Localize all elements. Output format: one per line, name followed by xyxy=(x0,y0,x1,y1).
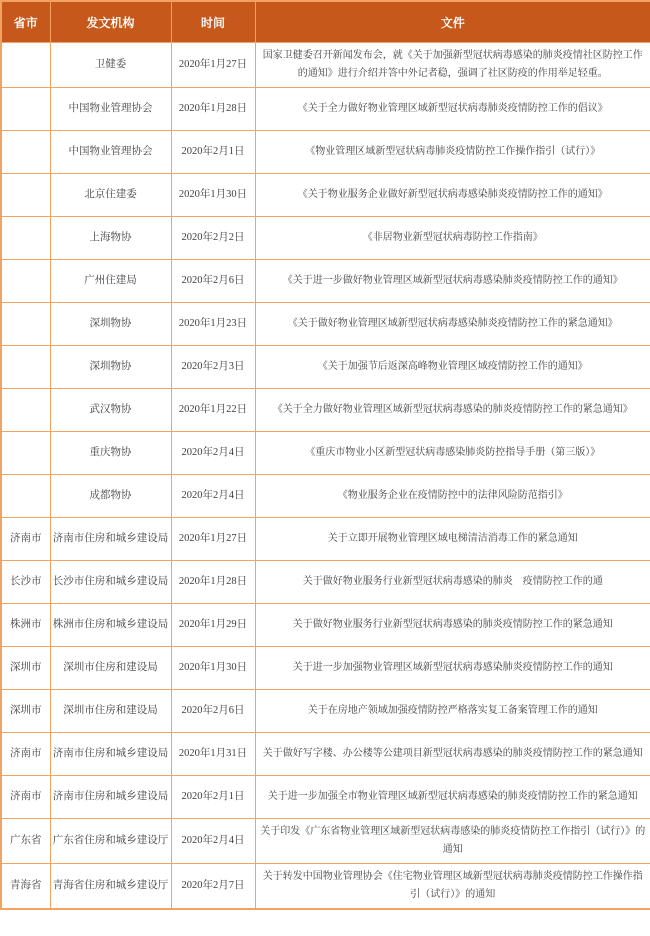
cell-document: 《关于加强节后返深高峰物业管理区域疫情防控工作的通知》 xyxy=(255,346,650,389)
cell-agency: 深圳物协 xyxy=(50,303,171,346)
header-document: 文件 xyxy=(255,1,650,43)
cell-date: 2020年2月3日 xyxy=(171,346,255,389)
cell-document: 《关于全力做好物业管理区域新型冠状病毒肺炎疫情防控工作的倡议》 xyxy=(255,88,650,131)
cell-document: 《关于做好物业管理区域新型冠状病毒感染肺炎疫情防控工作的紧急通知》 xyxy=(255,303,650,346)
table-row xyxy=(1,131,650,174)
cell-date: 2020年1月29日 xyxy=(171,604,255,647)
table-row xyxy=(1,647,650,690)
table-row xyxy=(1,561,650,604)
cell-province xyxy=(1,260,50,303)
table-row xyxy=(1,690,650,733)
cell-province: 青海省 xyxy=(1,864,50,910)
cell-document: 《关于进一步做好物业管理区域新型冠状病毒感染肺炎疫情防控工作的通知》 xyxy=(255,260,650,303)
cell-date: 2020年1月22日 xyxy=(171,389,255,432)
cell-document: 关于在房地产领域加强疫情防控严格落实复工备案管理工作的通知 xyxy=(255,690,650,733)
cell-document: 《重庆市物业小区新型冠状病毒感染肺炎防控指导手册（第三版）》 xyxy=(255,432,650,475)
header-agency: 发文机构 xyxy=(50,1,171,43)
table-header-row xyxy=(1,1,650,43)
cell-agency: 成都物协 xyxy=(50,475,171,518)
cell-date: 2020年2月4日 xyxy=(171,475,255,518)
cell-date: 2020年1月23日 xyxy=(171,303,255,346)
cell-document: 关于立即开展物业管理区域电梯清洁消毒工作的紧急通知 xyxy=(255,518,650,561)
table-row xyxy=(1,475,650,518)
cell-date: 2020年2月2日 xyxy=(171,217,255,260)
table-row xyxy=(1,174,650,217)
cell-date: 2020年2月1日 xyxy=(171,776,255,819)
cell-date: 2020年2月4日 xyxy=(171,432,255,475)
cell-agency: 济南市住房和城乡建设局 xyxy=(50,776,171,819)
cell-date: 2020年1月31日 xyxy=(171,733,255,776)
header-date: 时间 xyxy=(171,1,255,43)
cell-agency: 中国物业管理协会 xyxy=(50,88,171,131)
cell-province xyxy=(1,303,50,346)
cell-document: 关于转发中国物业管理协会《住宅物业管理区域新型冠状病毒肺炎疫情防控工作操作指引（试行）》的通知 xyxy=(255,864,650,910)
table-row xyxy=(1,43,650,88)
cell-province: 株洲市 xyxy=(1,604,50,647)
cell-date: 2020年2月7日 xyxy=(171,864,255,910)
table-row xyxy=(1,217,650,260)
cell-agency: 青海省住房和城乡建设厅 xyxy=(50,864,171,910)
cell-document: 国家卫健委召开新闻发布会，就《关于加强新型冠状病毒感染的肺炎疫情社区防控工作的通知》进行介绍并答中外记者稳，强调了社区防疫的作用举足轻重。 xyxy=(255,43,650,88)
cell-agency: 卫健委 xyxy=(50,43,171,88)
cell-province: 广东省 xyxy=(1,819,50,864)
cell-province xyxy=(1,174,50,217)
cell-agency: 广东省住房和城乡建设厅 xyxy=(50,819,171,864)
cell-document: 关于进一步加强全市物业管理区域新型冠状病毒感染的肺炎疫情防控工作的紧急通知 xyxy=(255,776,650,819)
cell-document: 《物业服务企业在疫情防控中的法律风险防范指引》 xyxy=(255,475,650,518)
table-row xyxy=(1,864,650,910)
cell-province: 深圳市 xyxy=(1,690,50,733)
cell-date: 2020年1月30日 xyxy=(171,174,255,217)
cell-date: 2020年2月6日 xyxy=(171,690,255,733)
cell-province xyxy=(1,475,50,518)
cell-province: 长沙市 xyxy=(1,561,50,604)
table-body xyxy=(1,43,650,910)
cell-agency: 重庆物协 xyxy=(50,432,171,475)
cell-document: 《关于物业服务企业做好新型冠状病毒感染肺炎疫情防控工作的通知》 xyxy=(255,174,650,217)
table-row xyxy=(1,88,650,131)
cell-document: 关于做好物业服务行业新型冠状病毒感染的肺炎 疫情防控工作的通 xyxy=(255,561,650,604)
cell-agency: 济南市住房和城乡建设局 xyxy=(50,733,171,776)
table-row xyxy=(1,819,650,864)
cell-province: 济南市 xyxy=(1,776,50,819)
table-row xyxy=(1,604,650,647)
cell-agency: 株洲市住房和城乡建设局 xyxy=(50,604,171,647)
cell-agency: 深圳市住房和建设局 xyxy=(50,647,171,690)
cell-province xyxy=(1,432,50,475)
cell-document: 《关于全力做好物业管理区域新型冠状病毒感染的肺炎疫情防控工作的紧急通知》 xyxy=(255,389,650,432)
table-row xyxy=(1,776,650,819)
cell-date: 2020年1月28日 xyxy=(171,561,255,604)
cell-province xyxy=(1,346,50,389)
cell-date: 2020年1月28日 xyxy=(171,88,255,131)
cell-province xyxy=(1,389,50,432)
cell-agency: 广州住建局 xyxy=(50,260,171,303)
cell-document: 关于做好写字楼、办公楼等公建项目新型冠状病毒感染的肺炎疫情防控工作的紧急通知 xyxy=(255,733,650,776)
cell-agency: 济南市住房和城乡建设局 xyxy=(50,518,171,561)
cell-document: 《非居物业新型冠状病毒防控工作指南》 xyxy=(255,217,650,260)
table-row xyxy=(1,733,650,776)
table-row xyxy=(1,432,650,475)
cell-province xyxy=(1,131,50,174)
table-row xyxy=(1,303,650,346)
table-row xyxy=(1,518,650,561)
cell-date: 2020年2月4日 xyxy=(171,819,255,864)
cell-agency: 上海物协 xyxy=(50,217,171,260)
cell-document: 关于做好物业服务行业新型冠状病毒感染的肺炎疫情防控工作的紧急通知 xyxy=(255,604,650,647)
cell-document: 关于印发《广东省物业管理区域新型冠状病毒感染的肺炎疫情防控工作指引（试行）》的通知 xyxy=(255,819,650,864)
cell-document: 《物业管理区域新型冠状病毒肺炎疫情防控工作操作指引（试行）》 xyxy=(255,131,650,174)
cell-document: 关于进一步加强物业管理区域新型冠状病毒感染肺炎疫情防控工作的通知 xyxy=(255,647,650,690)
cell-agency: 武汉物协 xyxy=(50,389,171,432)
cell-province: 济南市 xyxy=(1,733,50,776)
cell-agency: 中国物业管理协会 xyxy=(50,131,171,174)
cell-agency: 长沙市住房和城乡建设局 xyxy=(50,561,171,604)
cell-date: 2020年1月27日 xyxy=(171,43,255,88)
cell-date: 2020年2月1日 xyxy=(171,131,255,174)
cell-province xyxy=(1,217,50,260)
cell-date: 2020年1月27日 xyxy=(171,518,255,561)
cell-agency: 北京住建委 xyxy=(50,174,171,217)
table-row xyxy=(1,260,650,303)
cell-agency: 深圳物协 xyxy=(50,346,171,389)
cell-date: 2020年1月30日 xyxy=(171,647,255,690)
table-row xyxy=(1,389,650,432)
cell-province: 济南市 xyxy=(1,518,50,561)
cell-province xyxy=(1,43,50,88)
cell-province: 深圳市 xyxy=(1,647,50,690)
table-row xyxy=(1,346,650,389)
header-province: 省市 xyxy=(1,1,50,43)
cell-date: 2020年2月6日 xyxy=(171,260,255,303)
cell-province xyxy=(1,88,50,131)
cell-agency: 深圳市住房和建设局 xyxy=(50,690,171,733)
